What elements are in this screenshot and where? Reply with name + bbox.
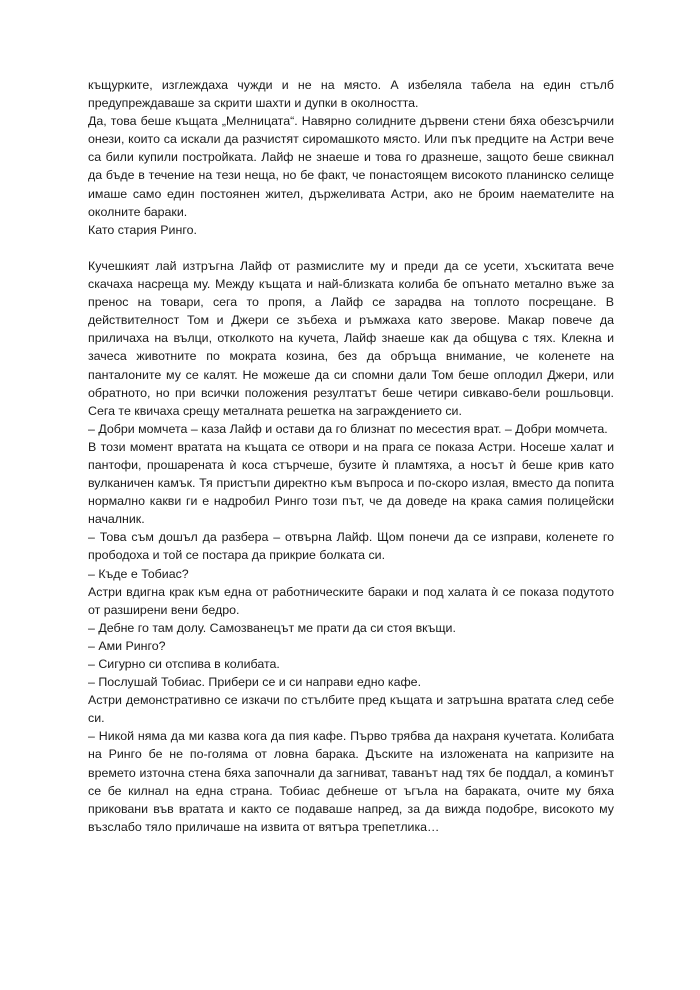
paragraph: В този момент вратата на къщата се отвори и на прага се показа Астри. Носеше халат и пантофи, прошарената ѝ коса стърчеше, бузите ѝ пламтяха, а носът ѝ беше крив като вулканичен камък. Тя пристъпи директно към въпроса и по-скоро излая, вместо да попита нормално какви ги е надробил Ринго този път, че да доведе на крака самия полицейски началник.	[88, 439, 614, 527]
paragraph: – Ами Ринго?	[88, 638, 166, 653]
paragraph: – Сигурно си отспива в колибата.	[88, 657, 280, 671]
paragraph: Астри демонстративно се изкачи по стълбите пред къщата и затръшна вратата след себе си.	[88, 693, 614, 726]
paragraph: – Добри момчета – каза Лайф и остави да го близнат по месестия врат. – Добри момчета.	[88, 421, 608, 436]
paragraph: Астри вдигна крак към една от работническите бараки и под халата ѝ се показа подутото от разширени вени бедро.	[88, 584, 614, 617]
paragraph: – Послушай Тобиас. Прибери се и си направи едно кафе.	[88, 675, 422, 690]
paragraph: къщурките, изглеждаха чужди и не на място. А избеляла табела на един стълб предупреждаваше за скрити шахти и дупки в околността.	[88, 78, 614, 111]
paragraph: – Никой няма да ми казва кога да пия кафе. Първо трябва да нахраня кучетата. Колибата на Ринго бе не по-голяма от ловна барака. Дъските на изложената на капризите на времето източна стена бяха започнали да загниват, таванът над тях бе поддал, а коминът се бе килнал на една страна. Тобиас дебнеше от ъгъла на бараката, очите му бяха приковани във вратата и както се подаваше напред, за да вижда подобре, високото му възслабо тяло приличаше на извита от вятъра трепетлика…	[88, 729, 614, 834]
paragraph: Да, това беше къщата „Мелницата“. Навярно солидните дървени стени бяха обезсърчили онези, които са искали да разчистят сиромашкото място. Или пък предците на Астри вече са били купили постройката. Лайф не знаеше и това го дразнеше, защото беше свикнал да бъде в течение на тези неща, но бе факт, че понастоящем високото планинско селище имаше само един постоянен жител, държеливата Астри, ако не броим наемателите на околните бараки.	[88, 114, 614, 219]
document-page	[88, 76, 614, 836]
paragraph-spacer	[88, 239, 614, 257]
paragraph: – Дебне го там долу. Самозванецът ме прати да си стоя вкъщи.	[88, 620, 456, 635]
paragraph: – Това съм дошъл да разбера – отвърна Лайф. Щом понечи да се изправи, коленете го прободоха и той се постара да прикрие болката си.	[88, 530, 614, 563]
paragraph: Като стария Ринго.	[88, 222, 197, 237]
paragraph: – Къде е Тобиас?	[88, 566, 189, 581]
paragraph: Кучешкият лай изтръгна Лайф от размислите му и преди да се усети, хъскитата вече скачаха насреща му. Между къщата и най-близката колиба бе опънато метално въже за пренос на товари, сега то пропя, а Лайф се зарадва на топлото посрещане. В действителност Том и Джери се зъбеха и ръмжаха като зверове. Макар повече да приличаха на вълци, отколкото на кучета, Лайф знаеше как да общува с тях. Клекна и зачеса животните по мократа козина, без да обръща внимание, че коленете на панталоните му се калят. Не можеше да си спомни дали Том беше оплодил Джери, или обратното, но при всички положения резултатът беше четири сивкаво-бели рошльовци. Сега те квичаха срещу металната решетка на заграждението си.	[88, 258, 614, 418]
